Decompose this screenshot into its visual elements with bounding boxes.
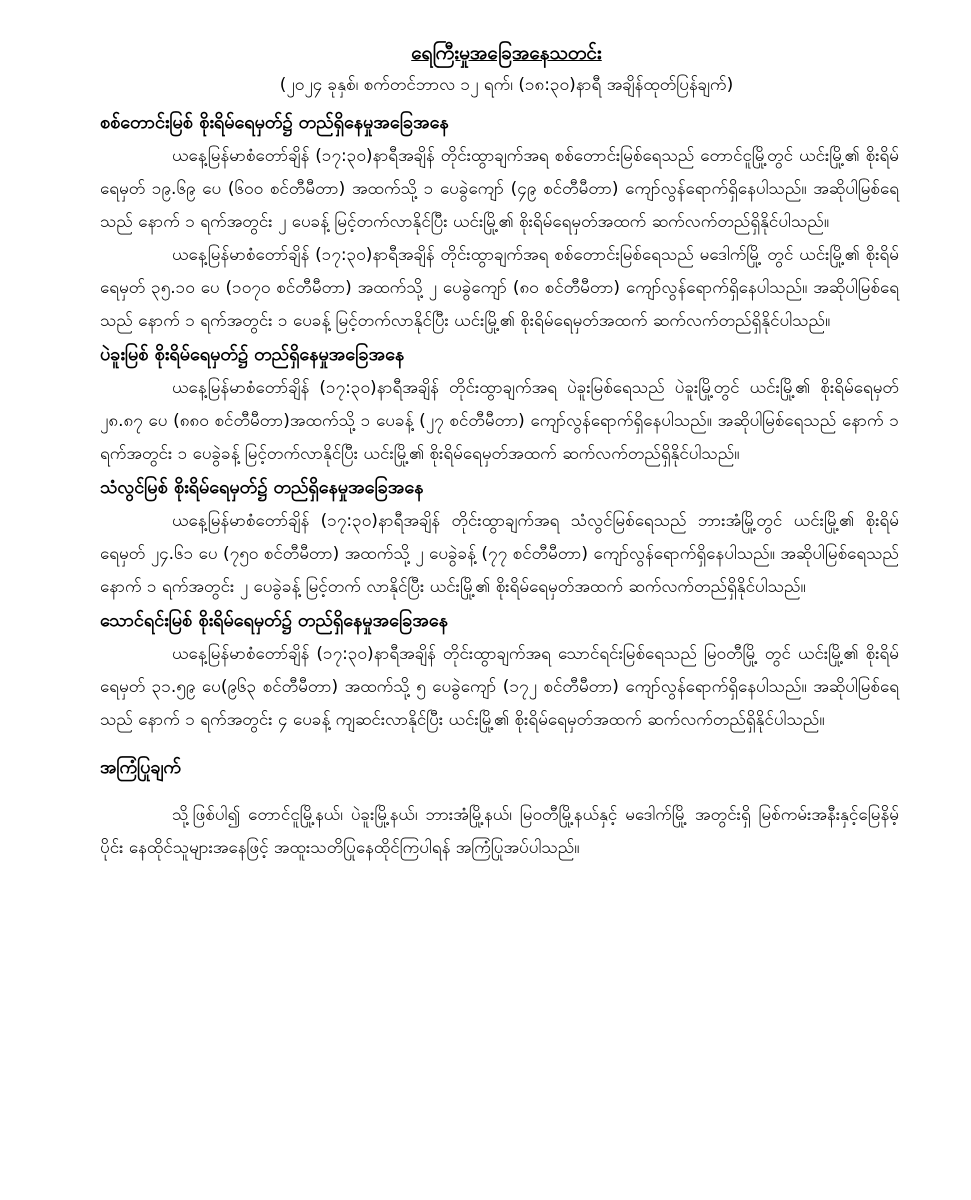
section-paragraph: ယနေ့မြန်မာစံတော်ချိန် (၁၇:၃၀)နာရီအချိန် တိုင်းထွာချက်အရ စစ်တောင်းမြစ်ရေသည် တောင်ငူမြို့တွင် ယင်းမြို့၏ စိုးရိမ်ရေမှတ် ၁၉.၆၉ ပေ (၆၀၀ စင်တီမီတာ) အထက်သို့ ၁ ပေခွဲကျော် (၄၉ စင်တီမီတာ) ကျော်လွန်ရောက်ရှိနေပါသည်။ အဆိုပါမြစ်ရေသည် နောက် ၁ ရက်အတွင်း ၂ ပေခန့် မြင့်တက်လာနိုင်ပြီး ယင်းမြို့၏ စိုးရိမ်ရေမှတ်အထက် ဆက်လက်တည်ရှိနိုင်ပါသည်။	[100, 146, 899, 232]
advice-heading: အကြံပြုချက်	[100, 757, 182, 778]
section-paragraph: ယနေ့မြန်မာစံတော်ချိန် (၁၇:၃၀)နာရီအချိန် တိုင်းထွာချက်အရ သောင်ရင်းမြစ်ရေသည် မြဝတီမြို့ တွင် ယင်းမြို့၏ စိုးရိမ်ရေမှတ် ၃၁.၅၉ ပေ(၉၆၃ စင်တီမီတာ) အထက်သို့ ၅ ပေခွဲကျော် (၁၇၂ စင်တီမီတာ) ကျော်လွန်ရောက်ရှိနေပါသည်။ အဆိုပါမြစ်ရေသည် နောက် ၁ ရက်အတွင်း ၄ ပေခန့် ကျဆင်းလာနိုင်ပြီး ယင်းမြို့၏ စိုးရိမ်ရေမှတ်အထက် ဆက်လက်တည်ရှိနိုင်ပါသည်။	[100, 644, 899, 730]
advice-spacer	[100, 785, 899, 799]
section-spacer	[100, 737, 899, 751]
advice-section	[100, 751, 899, 865]
advice-paragraph: သို့ဖြစ်ပါ၍ တောင်ငူမြို့နယ်၊ ပဲခူးမြို့နယ်၊ ဘားအံမြို့နယ်၊ မြဝတီမြို့နယ်နှင့် မဒေါက်မြို့ အတွင်းရှိ မြစ်ကမ်းအနီးနှင့်မြေနိမ့်ပိုင်း နေထိုင်သူများအနေဖြင့် အထူးသတိပြုနေထိုင်ကြပါရန် အကြံပြုအပ်ပါသည်။	[100, 805, 899, 858]
section-thaungyin	[100, 604, 899, 737]
section-bago	[100, 338, 899, 471]
bulletin-subtitle: (၂၀၂၄ ခုနှစ်၊ စက်တင်ဘာလ ၁၂ ရက်၊ (၁၈:၃၀)နာရီ အချိန်ထုတ်ပြန်ချက်)	[279, 75, 734, 95]
section-heading: ပဲခူးမြစ် စိုးရိမ်ရေမှတ်၌ တည်ရှိနေမှုအခြေအနေ	[100, 344, 405, 365]
section-heading: သံလွင်မြစ် စိုးရိမ်ရေမှတ်၌ တည်ရှိနေမှုအခြေအနေ	[100, 477, 424, 498]
section-thanlwin	[100, 471, 899, 604]
section-heading: သောင်ရင်းမြစ် စိုးရိမ်ရေမှတ်၌ တည်ရှိနေမှုအခြေအနေ	[100, 610, 448, 631]
section-paragraph: ယနေ့မြန်မာစံတော်ချိန် (၁၇:၃၀)နာရီအချိန် တိုင်းထွာချက်အရ ပဲခူးမြစ်ရေသည် ပဲခူးမြို့တွင် ယင်းမြို့၏ စိုးရိမ်ရေမှတ် ၂၈.၈၇ ပေ (၈၈၀ စင်တီမီတာ)အထက်သို့ ၁ ပေခန့် (၂၇ စင်တီမီတာ) ကျော်လွန်ရောက်ရှိနေပါသည်။ အဆိုပါမြစ်ရေသည် နောက် ၁ ရက်အတွင်း ၁ ပေခွဲခန့် မြင့်တက်လာနိုင်ပြီး ယင်းမြို့၏ စိုးရိမ်ရေမှတ်အထက် ဆက်လက်တည်ရှိနိုင်ပါသည်။	[100, 378, 899, 464]
bulletin-title: ရေကြီးမှုအခြေအနေသတင်း	[411, 42, 602, 64]
section-paragraph: ယနေ့မြန်မာစံတော်ချိန် (၁၇:၃၀)နာရီအချိန် တိုင်းထွာချက်အရ စစ်တောင်းမြစ်ရေသည် မဒေါက်မြို့ တွင် ယင်းမြို့၏ စိုးရိမ်ရေမှတ် ၃၅.၁၀ ပေ (၁၀၇၀ စင်တီမီတာ) အထက်သို့ ၂ ပေခွဲကျော် (၈၀ စင်တီမီတာ) ကျော်လွန်ရောက်ရှိနေပါသည်။ အဆိုပါမြစ်ရေသည် နောက် ၁ ရက်အတွင်း ၁ ပေခန့် မြင့်တက်လာနိုင်ပြီး ယင်းမြို့၏ စိုးရိမ်ရေမှတ်အထက် ဆက်လက်တည်ရှိနိုင်ပါသည်။	[100, 245, 899, 331]
section-paragraph: ယနေ့မြန်မာစံတော်ချိန် (၁၇:၃၀)နာရီအချိန် တိုင်းထွာချက်အရ သံလွင်မြစ်ရေသည် ဘားအံမြို့တွင် ယင်းမြို့၏ စိုးရိမ်ရေမှတ် ၂၄.၆၁ ပေ (၇၅၀ စင်တီမီတာ) အထက်သို့ ၂ ပေခွဲခန့် (၇၇ စင်တီမီတာ) ကျော်လွန်ရောက်ရှိနေပါသည်။ အဆိုပါမြစ်ရေသည် နောက် ၁ ရက်အတွင်း ၂ ပေခွဲခန့် မြင့်တက် လာနိုင်ပြီး ယင်းမြို့၏ စိုးရိမ်ရေမှတ်အထက် ဆက်လက်တည်ရှိနိုင်ပါသည်။	[100, 511, 899, 597]
section-heading: စစ်တောင်းမြစ် စိုးရိမ်ရေမှတ်၌ တည်ရှိနေမှုအခြေအနေ	[100, 112, 449, 133]
section-sittaung	[100, 106, 899, 338]
